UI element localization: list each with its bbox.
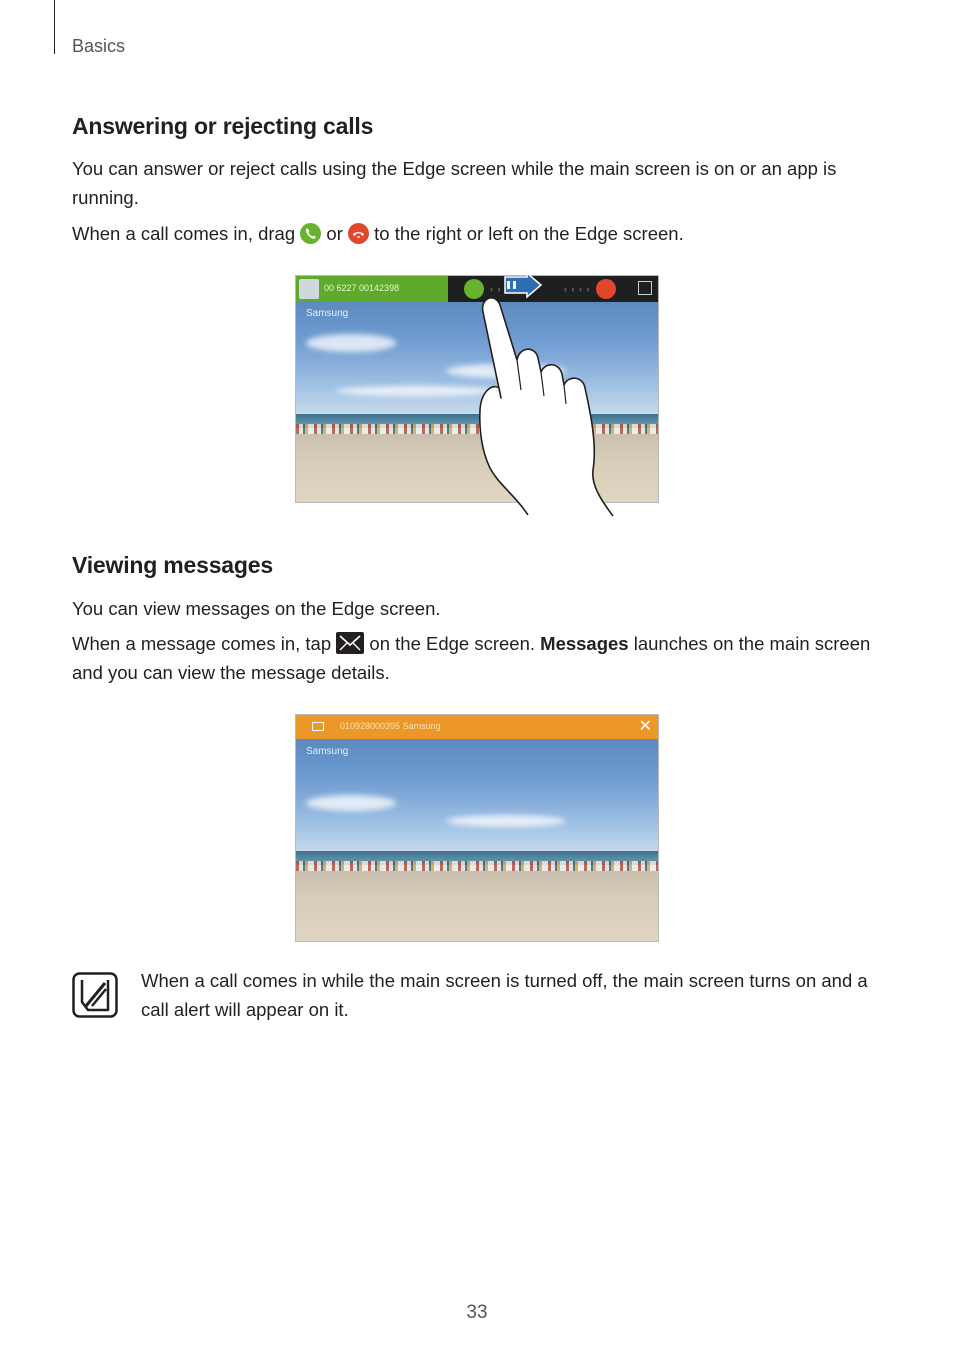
wallpaper-label: Samsung [306,746,349,757]
margin-rule [54,0,55,54]
envelope-icon [336,632,364,654]
cloud [306,795,396,811]
messages-paragraph-2-end: launches on the main screen and you can view the message details. [72,633,871,683]
message-envelope-icon [312,722,324,731]
wallpaper-label: Samsung [306,308,349,319]
messages-paragraph-2-start: When a message comes in, tap [72,633,337,654]
cloud [306,334,396,352]
caller-avatar [299,279,319,299]
running-head: Basics [72,36,126,56]
messages-paragraph-1: You can view messages on the Edge screen. [72,598,441,619]
chevron-right-icon: › › [490,284,502,294]
calls-paragraph-1: You can answer or reject calls using the Edge screen while the main screen is on or an app is running. [72,158,837,208]
edge-message-screenshot [295,714,659,942]
message-sender: 010928000395 Samsung [340,721,441,731]
page-number: 33 [466,1302,488,1323]
edge-message-bar[interactable] [296,715,658,739]
calls-paragraph-2 [72,219,872,248]
close-icon[interactable]: ✕ [638,718,652,735]
wallpaper-sand [296,871,658,941]
calls-paragraph-2-end: to the right or left on the Edge screen. [369,223,684,244]
chevron-left-icon: ‹ ‹ ‹ ‹ [564,284,591,294]
section-title-messages: Viewing messages [72,552,273,578]
phone-accept-icon [300,223,321,244]
messages-paragraph-2 [72,629,872,687]
cloud [446,815,566,827]
caller-number: 00 6227 00142398 [324,283,400,293]
phone-reject-icon [348,223,369,244]
messages-app-name: Messages [540,633,629,654]
caller-info-panel [296,276,448,302]
calls-paragraph-2-mid: or [321,223,349,244]
expand-icon[interactable] [638,281,652,295]
hand-drag-gesture-icon [455,270,625,522]
messages-paragraph-2-mid: on the Edge screen. [364,633,541,654]
note-pencil-icon [72,972,118,1018]
calls-paragraph-2-start: When a call comes in, drag [72,223,301,244]
note-text: When a call comes in while the main screen is turned off, the main screen turns on and a call alert will appear on it. [141,970,868,1020]
section-title-calls: Answering or rejecting calls [72,113,374,139]
